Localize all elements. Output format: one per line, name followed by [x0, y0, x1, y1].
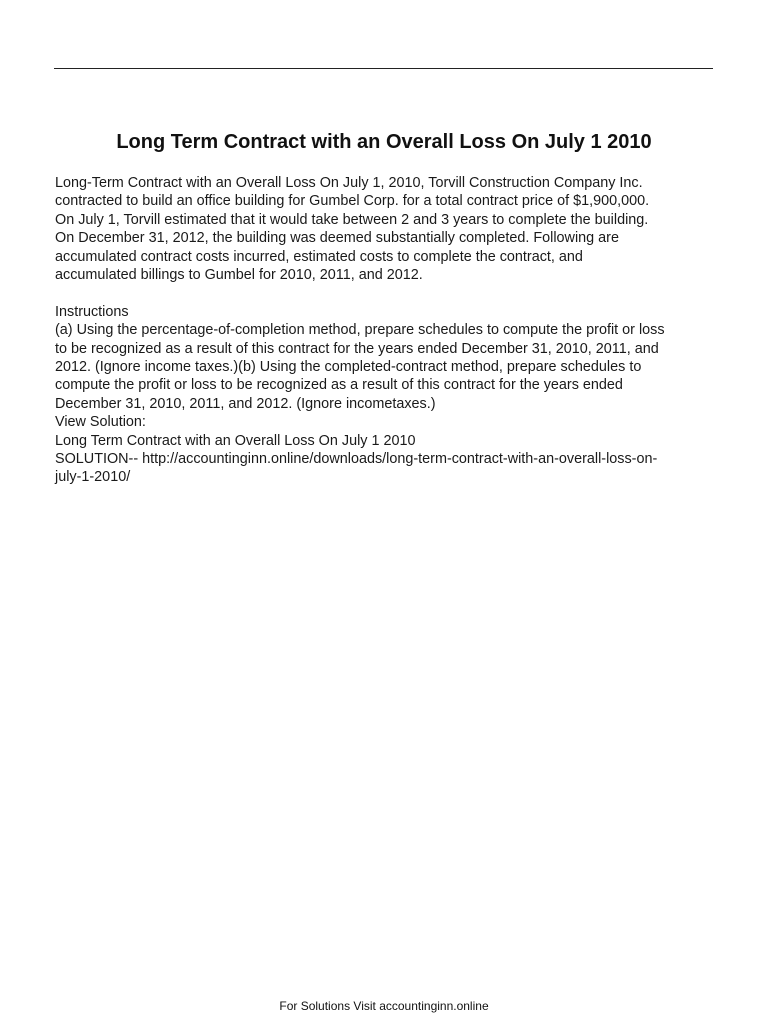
solution-link[interactable]: SOLUTION-- http://accountinginn.online/downloads/long-term-contract-with-an-overall-loss-on- — [55, 451, 658, 468]
intro-line: accumulated billings to Gumbel for 2010, 2011, and 2012. — [55, 267, 423, 284]
instruction-line: (a) Using the percentage-of-completion method, prepare schedules to compute the profit or loss — [55, 322, 665, 339]
instructions-heading: Instructions — [55, 303, 129, 320]
page-title: Long Term Contract with an Overall Loss On July 1 2010 — [116, 131, 652, 153]
instruction-line: compute the profit or loss to be recognized as a result of this contract for the years ended — [55, 377, 623, 394]
instruction-line: 2012. (Ignore income taxes.)(b) Using the completed-contract method, prepare schedules to — [55, 359, 642, 376]
instruction-line: to be recognized as a result of this contract for the years ended December 31, 2010, 2011, and — [55, 340, 659, 357]
instruction-line: December 31, 2010, 2011, and 2012. (Ignore incometaxes.) — [55, 395, 436, 412]
view-solution-label: View Solution: — [55, 414, 146, 431]
intro-line: contracted to build an office building for Gumbel Corp. for a total contract price of $1,900,000. — [55, 193, 650, 210]
intro-line: accumulated contract costs incurred, estimated costs to complete the contract, and — [55, 248, 583, 265]
top-divider — [54, 68, 713, 69]
intro-line: On July 1, Torvill estimated that it would take between 2 and 3 years to complete the building. — [55, 211, 649, 228]
paragraph-spacer — [55, 284, 720, 302]
instructions-section — [55, 303, 720, 487]
solution-title: Long Term Contract with an Overall Loss On July 1 2010 — [55, 432, 416, 449]
document-body — [55, 174, 720, 487]
solution-link-continued[interactable]: july-1-2010/ — [55, 469, 131, 486]
page-footer: For Solutions Visit accountinginn.online — [279, 999, 489, 1013]
intro-line: Long-Term Contract with an Overall Loss On July 1, 2010, Torvill Construction Company Inc. — [55, 175, 643, 191]
intro-line: On December 31, 2012, the building was deemed substantially completed. Following are — [55, 230, 619, 247]
intro-paragraph — [55, 174, 720, 284]
